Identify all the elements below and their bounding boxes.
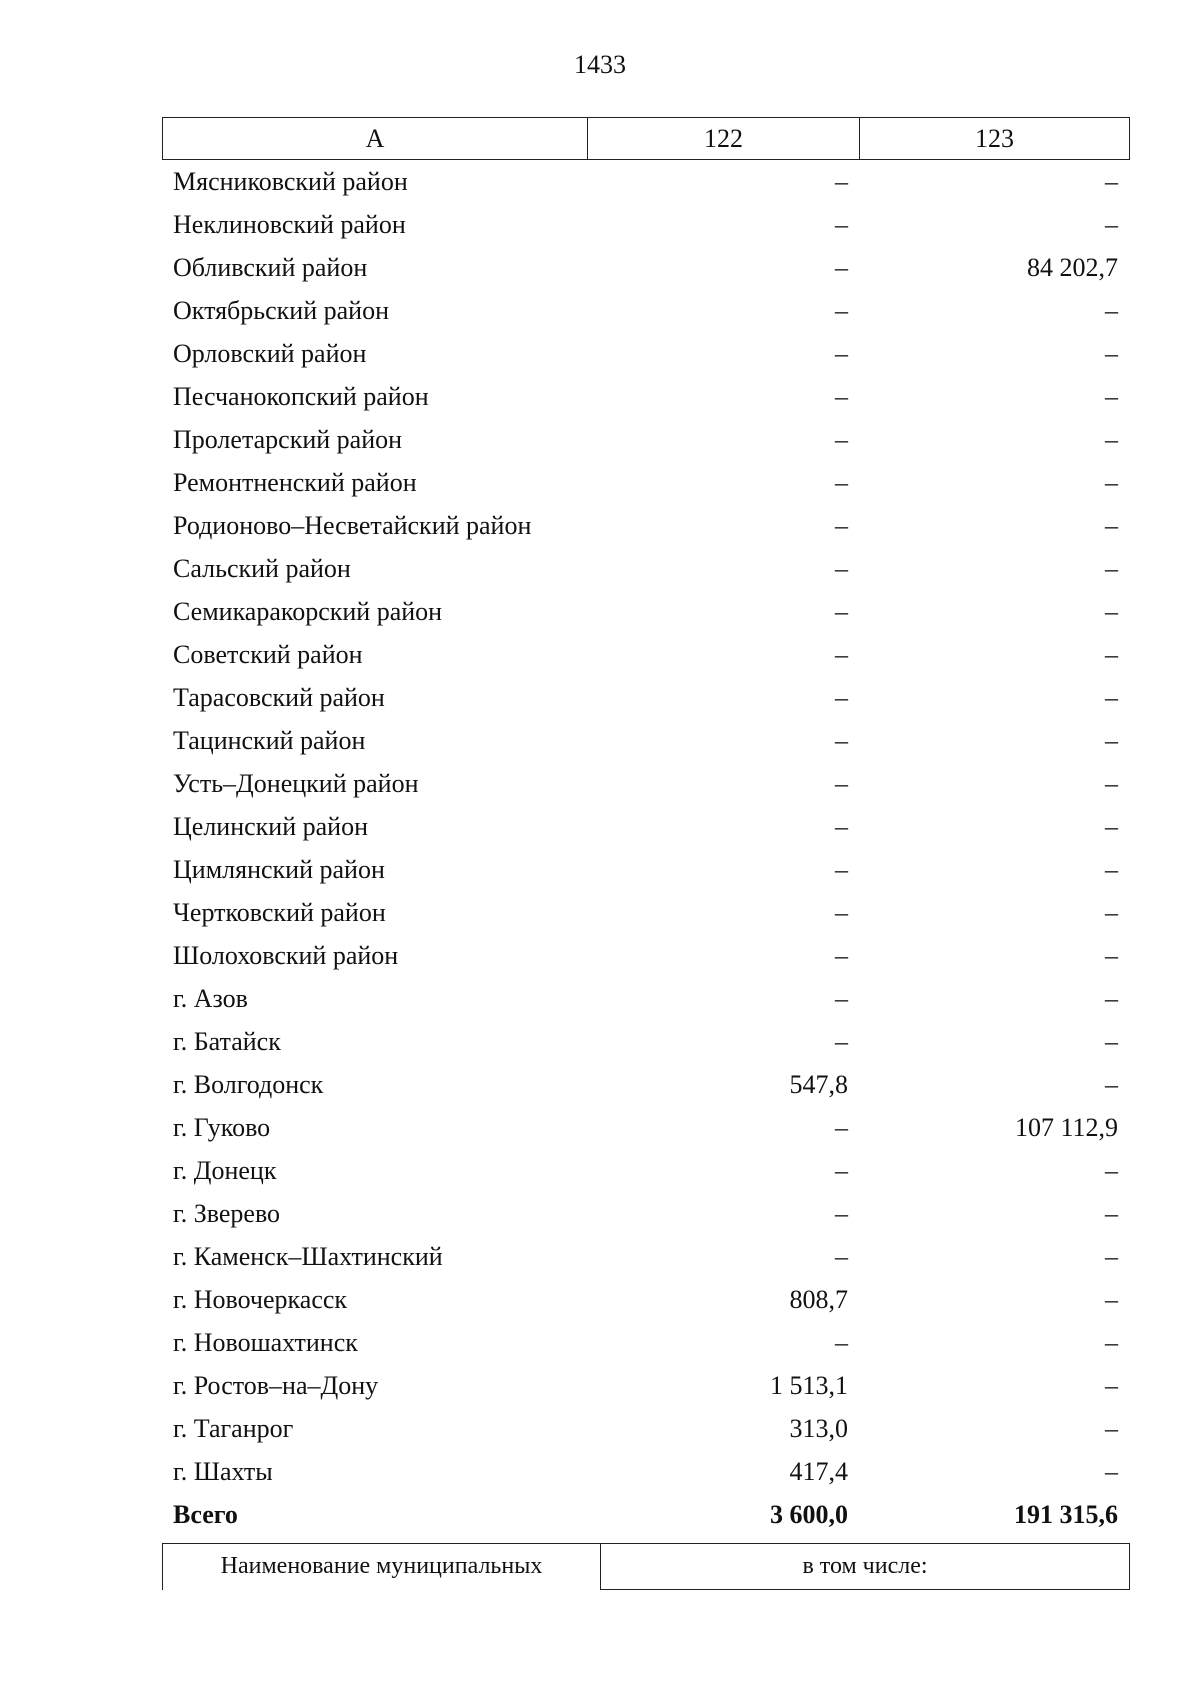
row-name: г. Азов xyxy=(173,983,248,1013)
row-value-123: – xyxy=(1105,1241,1118,1271)
row-value-123: – xyxy=(1105,1198,1118,1228)
row-value-122: – xyxy=(835,1327,848,1357)
row-value-123: – xyxy=(1105,553,1118,583)
row-value-122: 808,7 xyxy=(789,1284,848,1314)
row-value-123: 107 112,9 xyxy=(1014,1112,1118,1142)
row-name: Усть–Донецкий район xyxy=(173,768,419,798)
row-name: Пролетарский район xyxy=(173,424,403,454)
row-value-122: – xyxy=(835,1241,848,1271)
row-value-123: – xyxy=(1105,467,1118,497)
row-value-122: – xyxy=(835,295,848,325)
table-body xyxy=(162,160,1129,1536)
table-row xyxy=(162,934,1129,977)
row-value-123: – xyxy=(1105,295,1118,325)
row-name: Обливский район xyxy=(173,252,368,282)
table-row xyxy=(162,418,1129,461)
row-name: г. Каменск–Шахтинский xyxy=(173,1241,443,1271)
table-row xyxy=(162,1063,1129,1106)
row-name: Семикаракорский район xyxy=(173,596,443,626)
table-row xyxy=(162,1235,1129,1278)
footer-right-header: в том числе: xyxy=(601,1544,1130,1590)
table-row xyxy=(162,590,1129,633)
page-number: 1433 xyxy=(574,50,626,79)
row-value-122: – xyxy=(835,338,848,368)
row-value-123: – xyxy=(1105,338,1118,368)
row-value-122: – xyxy=(835,940,848,970)
row-value-122: – xyxy=(835,1026,848,1056)
row-name: Неклиновский район xyxy=(173,209,406,239)
row-value-122: – xyxy=(835,209,848,239)
row-value-123: – xyxy=(1105,725,1118,755)
row-value-123: – xyxy=(1105,639,1118,669)
row-value-123: – xyxy=(1105,1069,1118,1099)
header-col-123: 123 xyxy=(860,118,1130,160)
table-row xyxy=(162,805,1129,848)
row-value-122: – xyxy=(835,424,848,454)
row-value-122: 313,0 xyxy=(789,1413,848,1443)
row-value-123: – xyxy=(1105,1284,1118,1314)
row-value-123: – xyxy=(1105,381,1118,411)
row-value-122: – xyxy=(835,897,848,927)
row-value-122: – xyxy=(835,553,848,583)
table-row xyxy=(162,891,1129,934)
row-value-122: – xyxy=(835,725,848,755)
row-value-122: 547,8 xyxy=(789,1069,848,1099)
header-col-122: 122 xyxy=(588,118,860,160)
table-row xyxy=(162,547,1129,590)
table-row xyxy=(162,762,1129,805)
row-value-122: – xyxy=(835,596,848,626)
table-row xyxy=(162,1106,1129,1149)
table-row xyxy=(162,633,1129,676)
table-row xyxy=(162,332,1129,375)
row-value-122: – xyxy=(835,252,848,282)
table-row xyxy=(162,977,1129,1020)
row-value-122: – xyxy=(835,510,848,540)
row-name: Всего xyxy=(173,1499,238,1529)
row-value-123: – xyxy=(1105,510,1118,540)
table-row xyxy=(162,461,1129,504)
table-row xyxy=(162,504,1129,547)
row-name: Песчанокопский район xyxy=(173,381,429,411)
row-name: г. Шахты xyxy=(173,1456,273,1486)
column-header-table xyxy=(162,117,1130,160)
table-row xyxy=(162,1364,1129,1407)
row-name: г. Новошахтинск xyxy=(173,1327,358,1357)
row-value-123: – xyxy=(1105,940,1118,970)
row-value-122: – xyxy=(835,854,848,884)
row-name: г. Донецк xyxy=(173,1155,277,1185)
row-value-122: – xyxy=(835,1112,848,1142)
table-row xyxy=(162,1407,1129,1450)
row-name: Советский район xyxy=(173,639,363,669)
row-value-123: – xyxy=(1105,1413,1118,1443)
row-value-123: – xyxy=(1105,897,1118,927)
table-row xyxy=(162,1278,1129,1321)
table-row xyxy=(162,676,1129,719)
row-value-122: – xyxy=(835,381,848,411)
row-value-123: – xyxy=(1105,682,1118,712)
row-name: Чертковский район xyxy=(173,897,386,927)
row-value-123: – xyxy=(1105,811,1118,841)
row-name: г. Волгодонск xyxy=(173,1069,324,1099)
row-value-123: – xyxy=(1105,209,1118,239)
row-name: г. Зверево xyxy=(173,1198,281,1228)
footer-left-header: Наименование муниципальных xyxy=(163,1544,601,1590)
table-row xyxy=(162,848,1129,891)
row-name: Тацинский район xyxy=(173,725,366,755)
row-value-122: – xyxy=(835,1198,848,1228)
row-value-123: 191 315,6 xyxy=(1014,1499,1118,1529)
next-table-header xyxy=(162,1543,1130,1590)
table-row xyxy=(162,1192,1129,1235)
row-name: Орловский район xyxy=(173,338,367,368)
table-row xyxy=(162,375,1129,418)
row-value-123: – xyxy=(1105,768,1118,798)
row-name: Сальский район xyxy=(173,553,351,583)
row-value-123: – xyxy=(1105,596,1118,626)
row-value-122: – xyxy=(835,768,848,798)
row-value-122: – xyxy=(835,166,848,196)
table-row xyxy=(162,1149,1129,1192)
row-value-123: – xyxy=(1105,1026,1118,1056)
row-name: Родионово–Несветайский район xyxy=(173,510,532,540)
row-value-122: – xyxy=(835,983,848,1013)
row-value-122: 1 513,1 xyxy=(770,1370,848,1400)
row-name: г. Таганрог xyxy=(173,1413,294,1443)
row-name: г. Новочеркасск xyxy=(173,1284,348,1314)
table-row xyxy=(162,203,1129,246)
row-value-122: – xyxy=(835,811,848,841)
row-name: Цимлянский район xyxy=(173,854,385,884)
row-value-122: – xyxy=(835,467,848,497)
row-value-122: – xyxy=(835,1155,848,1185)
total-row xyxy=(162,1493,1129,1536)
table-row xyxy=(162,160,1129,203)
row-value-122: 417,4 xyxy=(789,1456,848,1486)
row-name: Мясниковский район xyxy=(173,166,408,196)
table-row xyxy=(162,1321,1129,1364)
row-value-123: – xyxy=(1105,854,1118,884)
header-col-a: А xyxy=(163,118,588,160)
row-name: Ремонтненский район xyxy=(173,467,417,497)
row-value-123: – xyxy=(1105,424,1118,454)
row-value-122: – xyxy=(835,639,848,669)
row-value-122: – xyxy=(835,682,848,712)
row-name: Целинский район xyxy=(173,811,368,841)
row-value-123: – xyxy=(1105,1456,1118,1486)
row-value-123: – xyxy=(1105,1327,1118,1357)
table-row xyxy=(162,719,1129,762)
row-name: г. Батайск xyxy=(173,1026,281,1056)
row-name: г. Гуково xyxy=(173,1112,271,1142)
table-row xyxy=(162,289,1129,332)
row-name: Тарасовский район xyxy=(173,682,385,712)
table-row xyxy=(162,1020,1129,1063)
table-row xyxy=(162,1450,1129,1493)
row-value-123: 84 202,7 xyxy=(1027,252,1118,282)
row-value-123: – xyxy=(1105,1155,1118,1185)
row-name: г. Ростов–на–Дону xyxy=(173,1370,379,1400)
table-row xyxy=(162,246,1129,289)
row-value-122: 3 600,0 xyxy=(770,1499,848,1529)
row-value-123: – xyxy=(1105,166,1118,196)
row-value-123: – xyxy=(1105,983,1118,1013)
row-name: Шолоховский район xyxy=(173,940,399,970)
row-name: Октябрьский район xyxy=(173,295,389,325)
row-value-123: – xyxy=(1105,1370,1118,1400)
